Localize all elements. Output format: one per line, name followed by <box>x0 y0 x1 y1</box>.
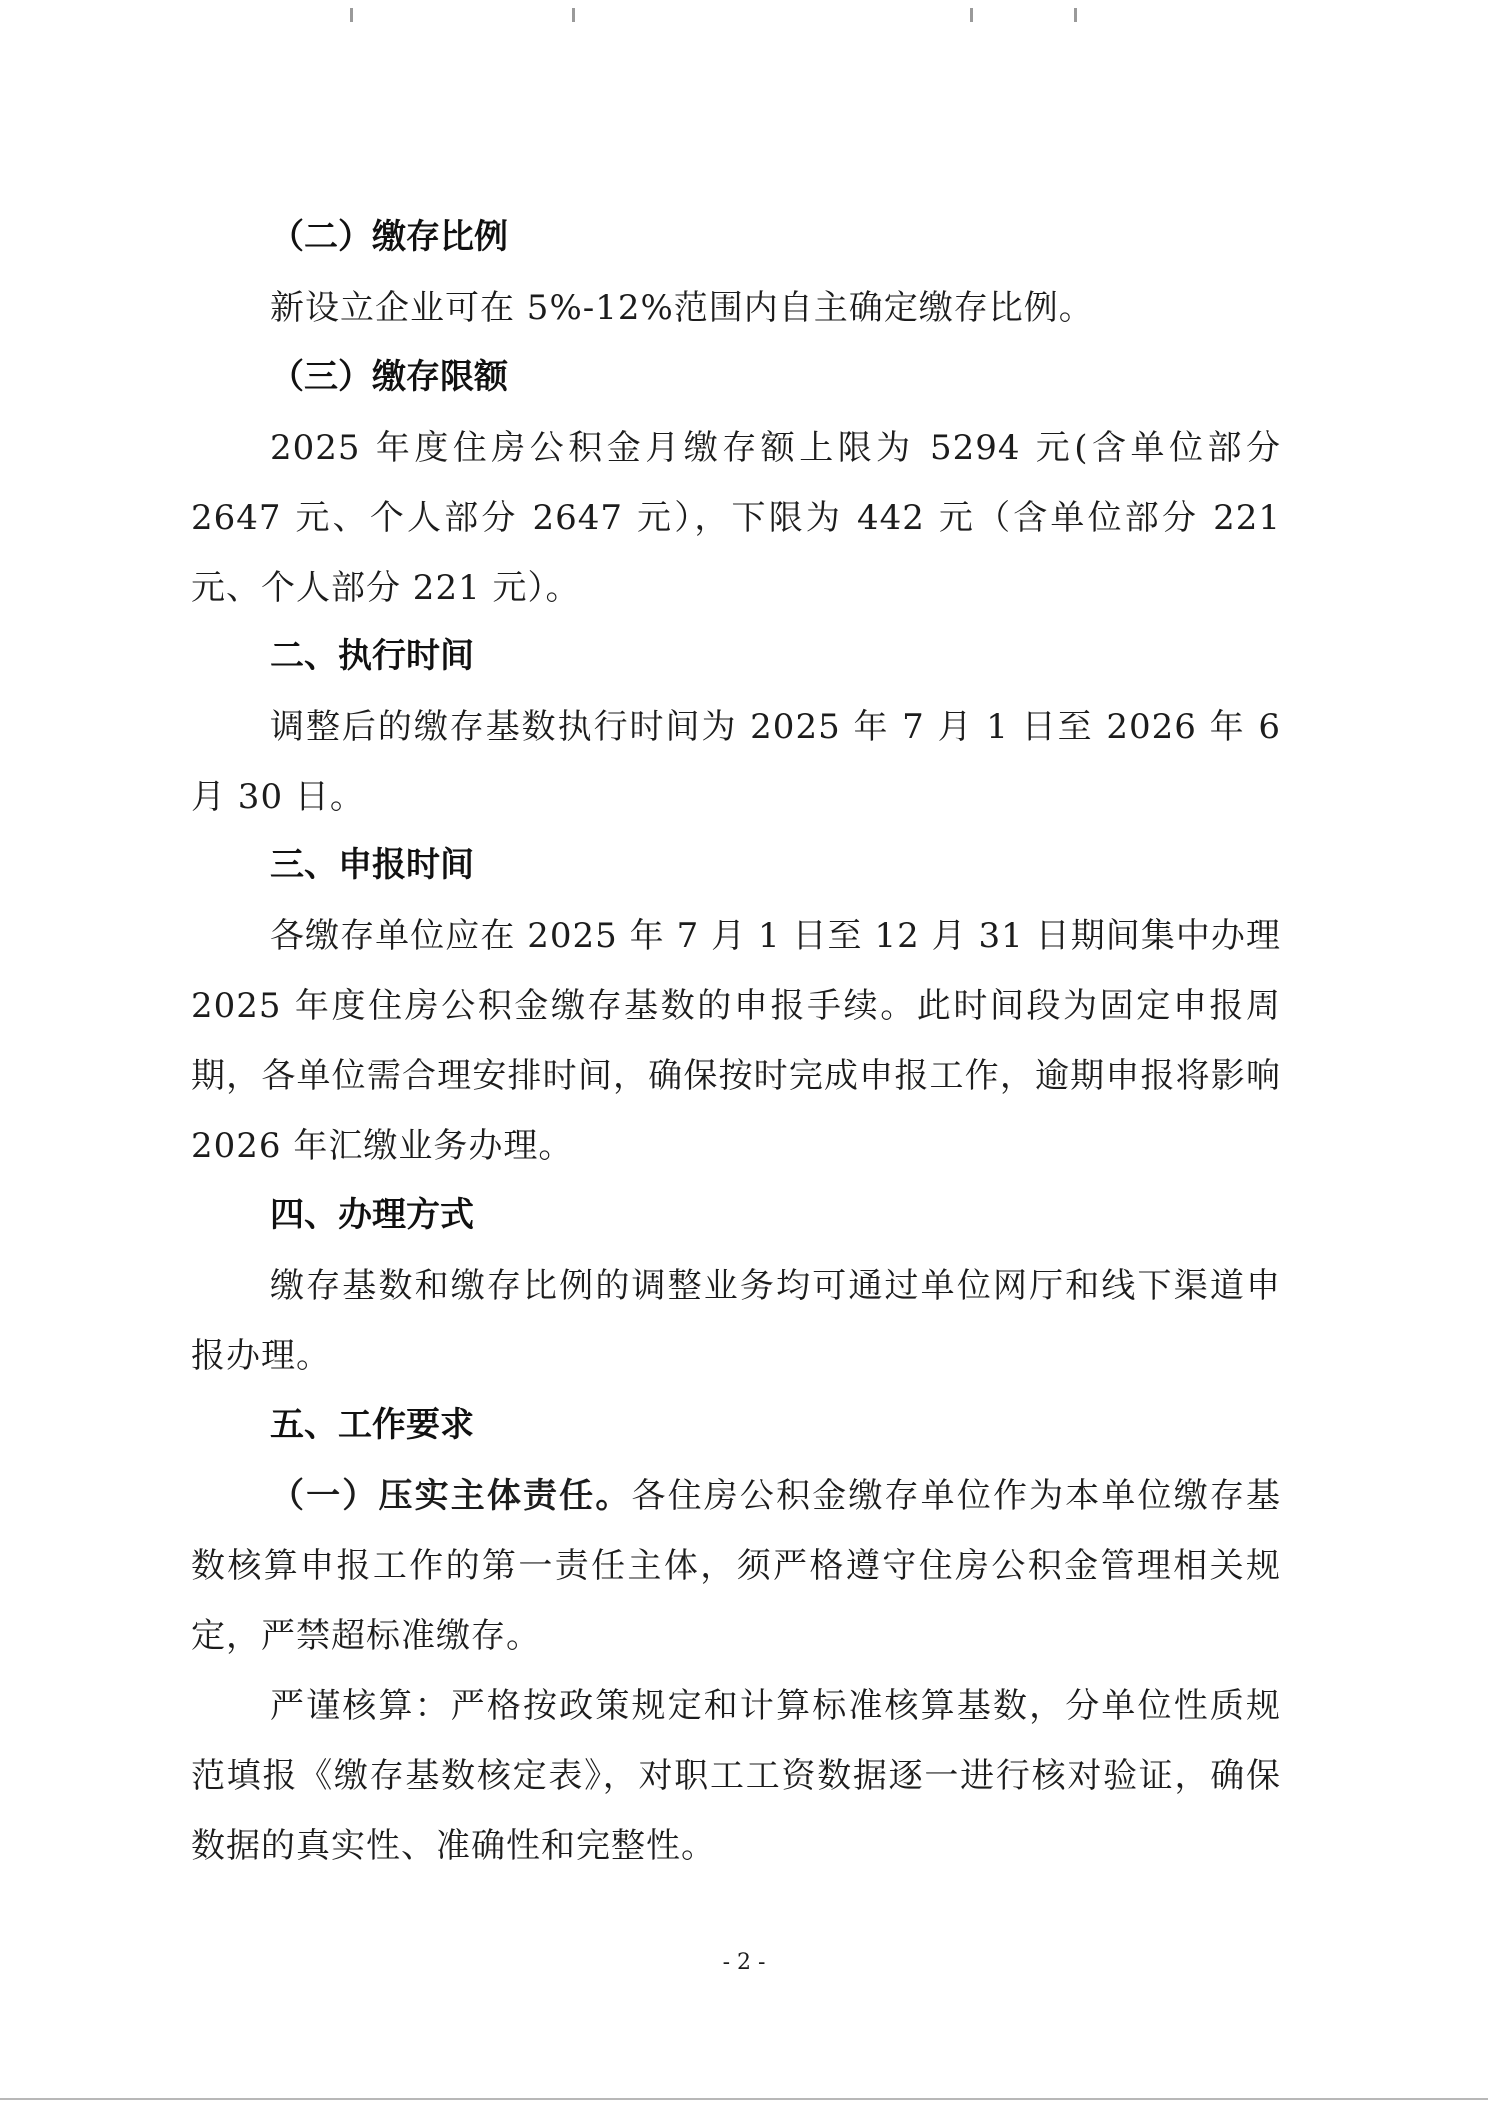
scan-mark <box>970 8 973 22</box>
scan-edge <box>0 2098 1488 2100</box>
scan-mark <box>1074 8 1077 22</box>
execution-time-paragraph: 调整后的缴存基数执行时间为 2025 年 7 月 1 日至 2026 年 6 月 30 日。 <box>191 707 1281 817</box>
requirements-paragraph-1 <box>191 1461 1281 1671</box>
section-heading-requirements: 五、工作要求 <box>270 1405 474 1445</box>
requirements-paragraph-2: 严谨核算：严格按政策规定和计算标准核算基数，分单位性质规范填报《缴存基数核定表》，对职工工资数据逐一进行核对验证，确保数据的真实性、准确性和完整性。 <box>191 1686 1281 1866</box>
section-heading-limit: （三）缴存限额 <box>270 357 508 397</box>
ratio-paragraph: 新设立企业可在 5%-12%范围内自主确定缴存比例。 <box>270 288 1094 328</box>
section-heading-report-time: 三、申报时间 <box>270 845 474 885</box>
report-time-paragraph: 各缴存单位应在 2025 年 7 月 1 日至 12 月 31 日期间集中办理 2025 年度住房公积金缴存基数的申报手续。此时间段为固定申报周期，各单位需合理安排时间，确保按时完成申报工作，逾期申报将影响 2026 年汇缴业务办理。 <box>191 916 1281 1166</box>
scan-mark <box>350 8 353 22</box>
scan-mark <box>572 8 575 22</box>
limit-paragraph: 2025 年度住房公积金月缴存额上限为 5294 元(含单位部分 2647 元、个人部分 2647 元），下限为 442 元（含单位部分 221 元、个人部分 221 元）。 <box>191 428 1281 608</box>
section-heading-method: 四、办理方式 <box>270 1195 474 1235</box>
section-heading-execution-time: 二、执行时间 <box>270 636 474 676</box>
requirement-text: 各住房公积金缴存单位作为本单位缴存基数核算申报工作的第一责任主体，须严格遵守住房公积金管理相关规定，严禁超标准缴存。 <box>191 1476 1282 1656</box>
section-heading-ratio: （二）缴存比例 <box>270 217 508 257</box>
requirement-lead: （一）压实主体责任。 <box>270 1476 632 1516</box>
page-number: - 2 - <box>722 1950 766 1975</box>
method-paragraph: 缴存基数和缴存比例的调整业务均可通过单位网厅和线下渠道申报办理。 <box>191 1266 1281 1376</box>
